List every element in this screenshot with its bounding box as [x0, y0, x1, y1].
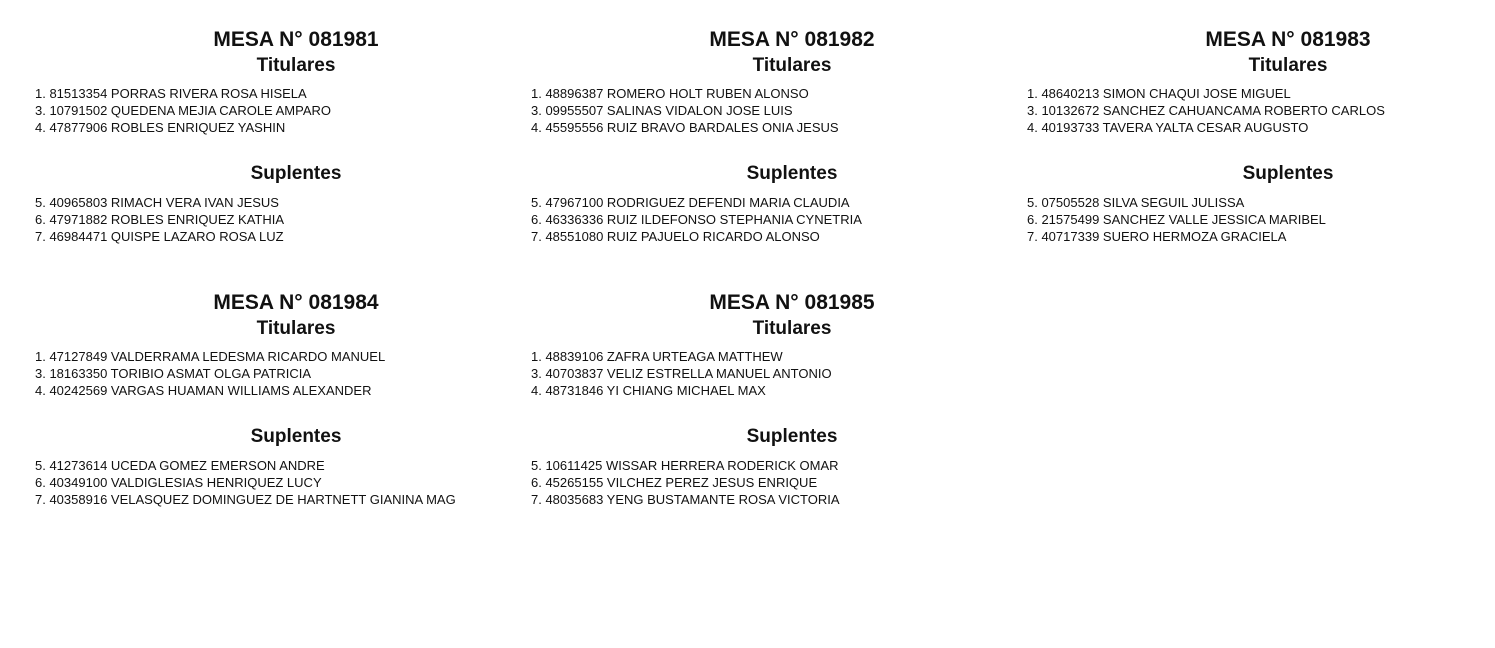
- mesa-title: MESA N° 081982: [709, 28, 875, 51]
- titulares-heading: Titulares: [752, 55, 832, 76]
- list-item: 5. 10611425 WISSAR HERRERA RODERICK OMAR: [531, 458, 839, 473]
- list-item: 3. 10791502 QUEDENA MEJIA CAROLE AMPARO: [35, 103, 331, 118]
- list-item: 3. 09955507 SALINAS VIDALON JOSE LUIS: [531, 103, 793, 118]
- list-item: 5. 47967100 RODRIGUEZ DEFENDI MARIA CLAUDIA: [531, 195, 850, 210]
- list-item: 6. 45265155 VILCHEZ PEREZ JESUS ENRIQUE: [531, 475, 818, 490]
- list-item: 1. 47127849 VALDERRAMA LEDESMA RICARDO MANUEL: [35, 349, 386, 364]
- titulares-heading: Titulares: [256, 55, 336, 76]
- mesa-title: MESA N° 081985: [709, 291, 875, 314]
- list-item: 7. 48551080 RUIZ PAJUELO RICARDO ALONSO: [531, 229, 820, 244]
- mesa-title: MESA N° 081981: [213, 28, 379, 51]
- list-item: 7. 40358916 VELASQUEZ DOMINGUEZ DE HARTNETT GIANINA MAG: [35, 492, 456, 507]
- mesa-title: MESA N° 081983: [1205, 28, 1371, 51]
- mesa-block-081982: [531, 28, 1001, 245]
- list-item: 4. 40193733 TAVERA YALTA CESAR AUGUSTO: [1027, 120, 1309, 135]
- suplentes-heading: Suplentes: [746, 426, 838, 447]
- list-item: 6. 47971882 ROBLES ENRIQUEZ KATHIA: [35, 212, 285, 227]
- titulares-heading: Titulares: [1248, 55, 1328, 76]
- suplentes-list: [1027, 194, 1495, 245]
- list-item: 1. 48839106 ZAFRA URTEAGA MATTHEW: [531, 349, 783, 364]
- list-item: 7. 46984471 QUISPE LAZARO ROSA LUZ: [35, 229, 284, 244]
- list-item: 1. 81513354 PORRAS RIVERA ROSA HISELA: [35, 86, 307, 101]
- suplentes-heading: Suplentes: [250, 426, 342, 447]
- suplentes-list: [531, 457, 1001, 508]
- suplentes-list: [35, 457, 505, 508]
- list-item: 6. 21575499 SANCHEZ VALLE JESSICA MARIBEL: [1027, 212, 1326, 227]
- list-item: 6. 46336336 RUIZ ILDEFONSO STEPHANIA CYNETRIA: [531, 212, 862, 227]
- suplentes-list: [35, 194, 505, 245]
- suplentes-heading: Suplentes: [1242, 163, 1334, 184]
- suplentes-heading: Suplentes: [746, 163, 838, 184]
- list-item: 4. 40242569 VARGAS HUAMAN WILLIAMS ALEXANDER: [35, 383, 372, 398]
- list-item: 5. 40965803 RIMACH VERA IVAN JESUS: [35, 195, 279, 210]
- list-item: 4. 47877906 ROBLES ENRIQUEZ YASHIN: [35, 120, 286, 135]
- titulares-list: [1027, 85, 1495, 136]
- mesa-block-081983: [1027, 28, 1495, 245]
- list-item: 3. 18163350 TORIBIO ASMAT OLGA PATRICIA: [35, 366, 312, 381]
- mesa-block-081981: [35, 28, 505, 245]
- titulares-list: [531, 348, 1001, 399]
- suplentes-heading: Suplentes: [250, 163, 342, 184]
- titulares-list: [35, 348, 505, 399]
- list-item: 5. 07505528 SILVA SEGUIL JULISSA: [1027, 195, 1245, 210]
- list-item: 3. 10132672 SANCHEZ CAHUANCAMA ROBERTO CARLOS: [1027, 103, 1385, 118]
- list-item: 4. 48731846 YI CHIANG MICHAEL MAX: [531, 383, 766, 398]
- list-item: 6. 40349100 VALDIGLESIAS HENRIQUEZ LUCY: [35, 475, 322, 490]
- suplentes-list: [531, 194, 1001, 245]
- list-item: 5. 41273614 UCEDA GOMEZ EMERSON ANDRE: [35, 458, 325, 473]
- list-item: 7. 40717339 SUERO HERMOZA GRACIELA: [1027, 229, 1287, 244]
- list-item: 3. 40703837 VELIZ ESTRELLA MANUEL ANTONIO: [531, 366, 832, 381]
- titulares-list: [35, 85, 505, 136]
- mesa-block-081984: [35, 291, 505, 508]
- titulares-heading: Titulares: [752, 318, 832, 339]
- titulares-heading: Titulares: [256, 318, 336, 339]
- mesa-block-081985: [531, 291, 1001, 508]
- mesa-title: MESA N° 081984: [213, 291, 379, 314]
- list-item: 7. 48035683 YENG BUSTAMANTE ROSA VICTORIA: [531, 492, 840, 507]
- list-item: 1. 48896387 ROMERO HOLT RUBEN ALONSO: [531, 86, 809, 101]
- titulares-list: [531, 85, 1001, 136]
- list-item: 4. 45595556 RUIZ BRAVO BARDALES ONIA JESUS: [531, 120, 839, 135]
- list-item: 1. 48640213 SIMON CHAQUI JOSE MIGUEL: [1027, 86, 1291, 101]
